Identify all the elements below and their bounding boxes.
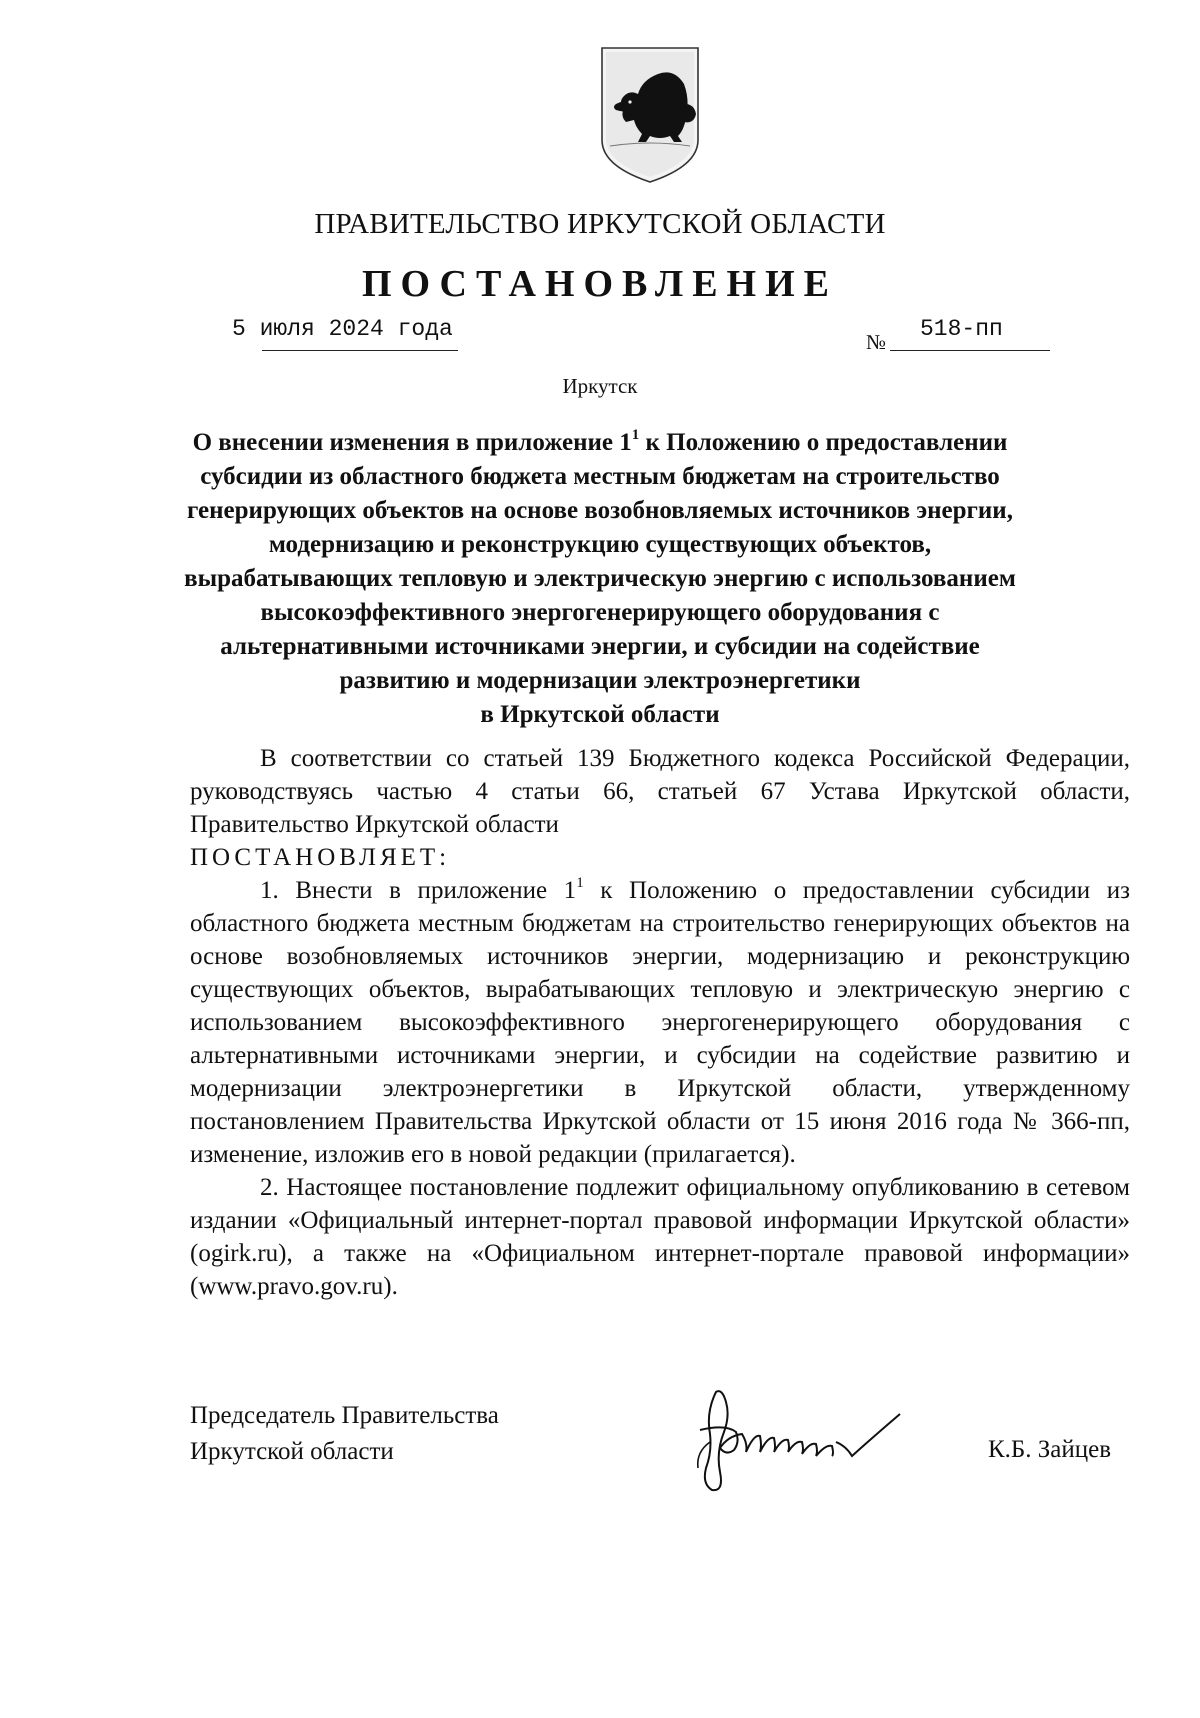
date-underline	[262, 350, 458, 351]
subject-line: альтернативными источниками энергии, и субсидии на содействие	[220, 633, 980, 660]
subject-line: О внесении изменения в приложение $1^1$ к Положению о предоставлении	[192, 426, 1008, 456]
signatory-name: К.Б. Зайцев	[988, 1436, 1112, 1463]
irkutsk-coat-of-arms-icon	[596, 44, 704, 186]
position-line: Иркутской области	[190, 1438, 394, 1465]
city: Иркутск	[562, 374, 638, 398]
document-number: 518-пп	[920, 316, 1003, 342]
number-underline	[890, 350, 1050, 351]
item-1-paragraph: 1. Внести в приложение $1^1$ к Положению о предоставлении субсидии из областного бюджета местным бюджетам на строительство генерирующих объектов на основе возобновляемых источников энергии, модернизацию и реконструкцию существующих объектов, вырабатывающих тепловую и электрическую энергию с использованием высокоэффективного энергогенерирующего оборудования с альтернативными источниками энергии, и субсидии на содействие развитию и модернизации электроэнергетики в Иркутской области, утвержденному постановлением Правительства Иркутской области от 15 июня 2016 года № 366-пп, изменение, изложив его в новой редакции (прилагается).	[190, 874, 1131, 1168]
document-type-title: ПОСТАНОВЛЕНИЕ	[361, 263, 839, 305]
intro-paragraph: В соответствии со статьей 139 Бюджетного кодекса Российской Федерации, руководствуясь частью 4 статьи 66, статьей 67 Устава Иркутской области, Правительство Иркутской области	[190, 745, 1130, 838]
subject-line: модернизацию и реконструкцию существующих объектов,	[268, 531, 932, 558]
item-2-paragraph: 2. Настоящее постановление подлежит официальному опубликованию в сетевом издании «Официальный интернет-портал правовой информации Иркутской области» (ogirk.ru), а также на «Официальном интернет-портале правовой информации» (www.pravo.gov.ru).	[190, 1174, 1130, 1300]
subject-line: высокоэффективного энергогенерирующего оборудования с	[260, 599, 940, 626]
decides-heading: ПОСТАНОВЛЯЕТ:	[190, 844, 451, 871]
subject-line: развитию и модернизации электроэнергетики	[339, 667, 861, 694]
subject-line: вырабатывающих тепловую и электрическую энергию с использованием	[184, 565, 1016, 592]
document-subject	[150, 426, 1050, 732]
position-line: Председатель Правительства	[190, 1402, 499, 1429]
subject-line: в Иркутской области	[480, 701, 720, 728]
handwritten-signature	[676, 1372, 934, 1512]
government-title: ПРАВИТЕЛЬСТВО ИРКУТСКОЙ ОБЛАСТИ	[314, 208, 886, 240]
document-date: 5 июля 2024 года	[232, 316, 453, 342]
subject-line: генерирующих объектов на основе возобновляемых источников энергии,	[187, 497, 1013, 524]
document-body	[190, 742, 1130, 1303]
number-sign: №	[866, 330, 887, 354]
subject-line: субсидии из областного бюджета местным бюджетам на строительство	[200, 463, 1000, 490]
signatory-position	[190, 1398, 499, 1470]
